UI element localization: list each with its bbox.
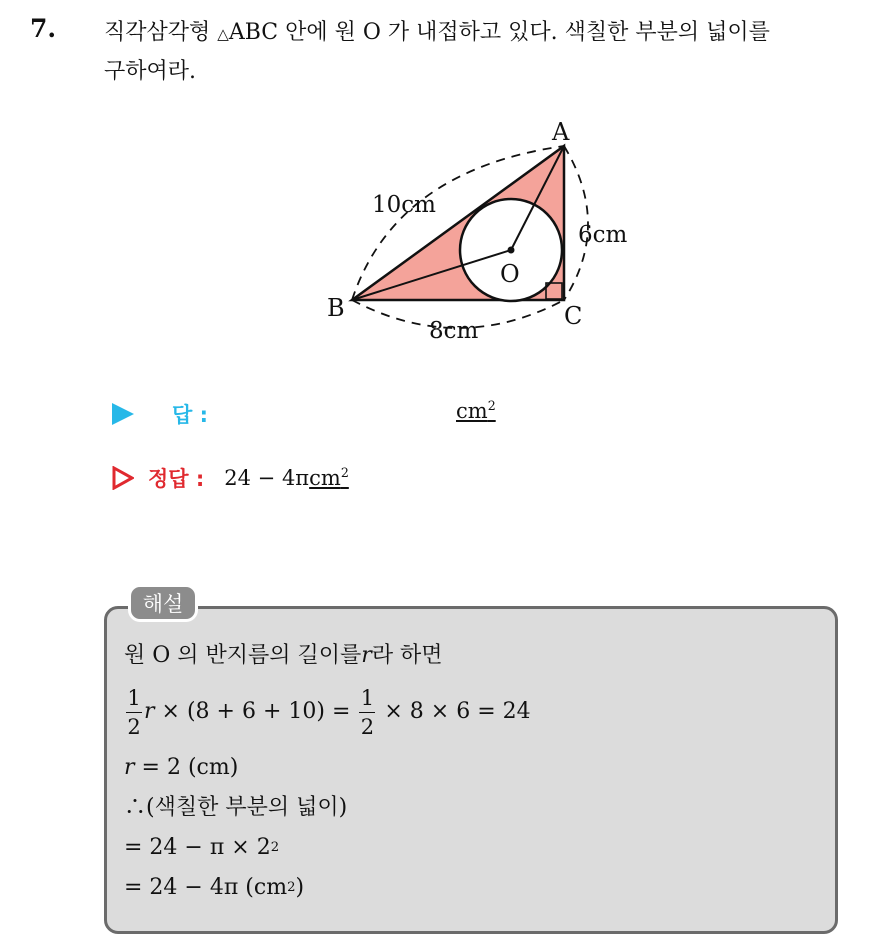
explanation-content: [124, 636, 531, 908]
correct-label: 정답 :: [148, 467, 205, 491]
explanation-line-4: ∴(색칠한 부분의 넓이): [124, 795, 348, 820]
fraction-half-2: $\frac{1}{2}$: [360, 685, 375, 739]
explanation-line-3: r = 2 (cm): [124, 755, 239, 780]
answer-label: 답 :: [172, 403, 208, 427]
explanation-line-1: 원 O 의 반지름의 길이를 r 라 하면: [124, 643, 443, 668]
explanation-line-5: = 24 − π × 2 2: [124, 835, 280, 860]
question-line-1: 직각삼각형 △ABC 안에 원 O 가 내접하고 있다. 색칠한 부분의 넓이를: [104, 20, 770, 45]
question-line-2: 구하여라.: [104, 59, 197, 84]
fraction-half-1: $\frac{1}{2}$: [127, 685, 141, 739]
explanation-line-2: $\frac{1}{2}$ r × (8 + 6 + 10) = $\frac{1}{2}$ × 8 × 6 = 24: [127, 685, 531, 739]
correct-answer-row: [112, 460, 349, 496]
correct-unit: $cm^2$: [309, 465, 349, 490]
label-side-bc: 8cm: [429, 318, 479, 344]
center-point-o: [508, 247, 515, 254]
correct-value: 24 − 4πcm$^2$: [224, 465, 349, 490]
explanation-line-6: = 24 − 4π (cm 2 ): [124, 875, 305, 900]
triangle-symbol: △: [217, 25, 229, 43]
answer-row: [112, 396, 208, 432]
question-number: 7.: [30, 14, 57, 43]
triangle-figure: [0, 0, 884, 380]
play-arrow-icon: [112, 403, 134, 425]
label-c: C: [564, 302, 583, 330]
label-side-ac: 6cm: [578, 222, 628, 248]
label-b: B: [327, 294, 345, 322]
explanation-tag: 해설: [128, 584, 198, 622]
label-a: A: [552, 118, 570, 146]
label-side-ab: 10cm: [372, 192, 436, 218]
label-o: O: [500, 260, 520, 288]
outline-arrow-icon: [112, 466, 134, 490]
answer-blank-unit[interactable]: $cm^2$: [456, 398, 496, 423]
